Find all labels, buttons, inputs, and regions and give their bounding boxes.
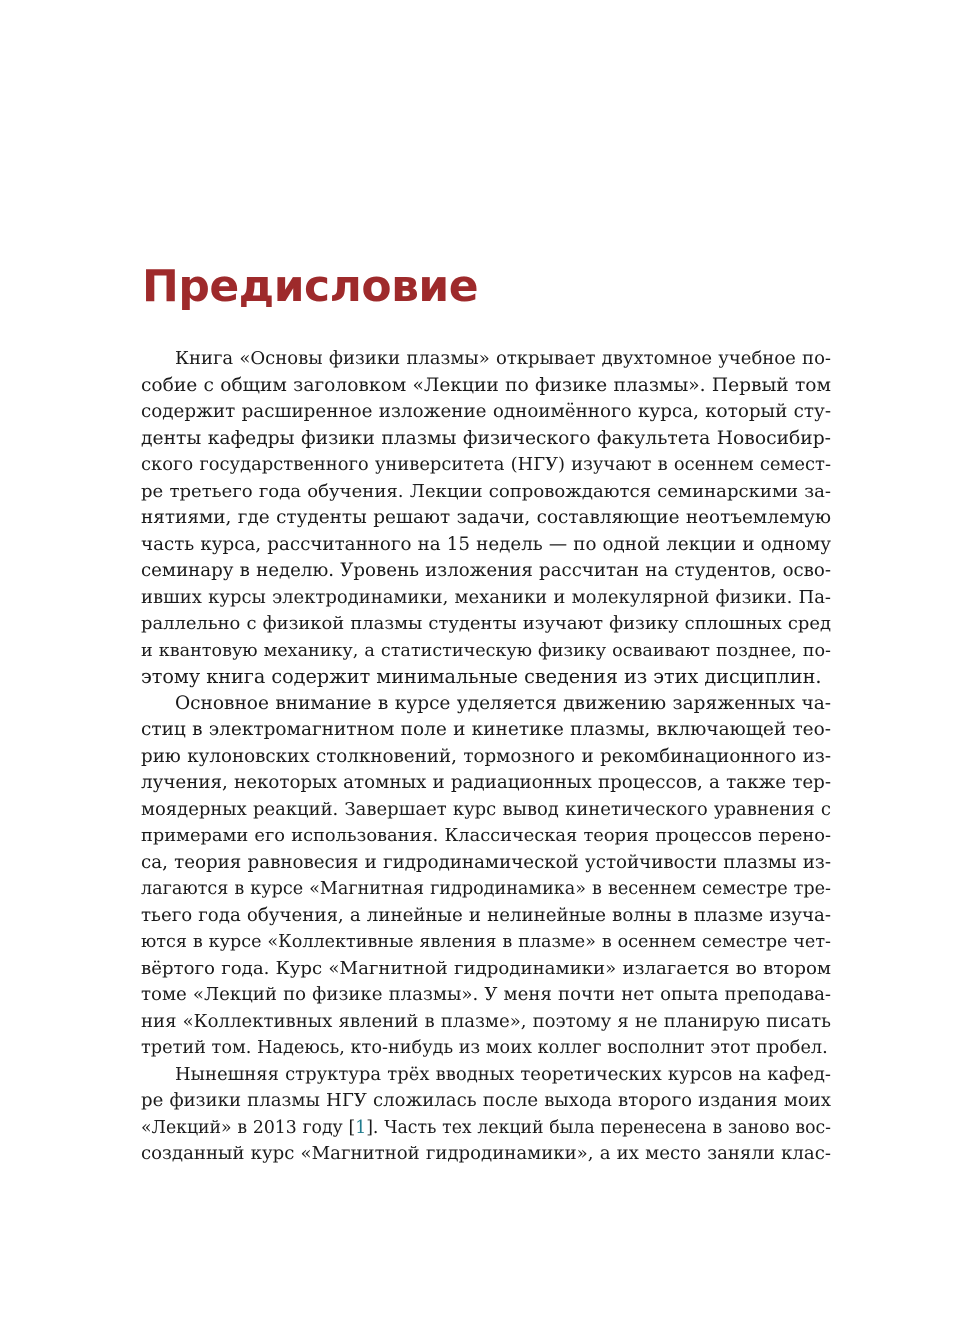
text-line: ре третьего года обучения. Лекции сопровождаются семинарскими за- [141, 480, 831, 502]
text-line: томе «Лекций по физике плазмы». У меня почти нет опыта преподава- [141, 984, 831, 1005]
text-line: Нынешняя структура трёх вводных теоретических курсов на кафед- [175, 1063, 831, 1085]
text-line: содержит расширенное изложение одноимённого курса, который сту- [141, 401, 831, 422]
text-line: примерами его использования. Классическая теория процессов перено- [141, 825, 831, 846]
text-line: тьего года обучения, а линейные и нелинейные волны в плазме изуча- [141, 904, 831, 926]
text-line: лагаются в курсе «Магнитная гидродинамика» в весеннем семестре тре- [141, 879, 831, 899]
text-line: стиц в электромагнитном поле и кинетике плазмы, включающей тео- [141, 719, 831, 740]
page-title: Предисловие [142, 261, 479, 312]
text-line: семинару в неделю. Уровень изложения рассчитан на студентов, осво- [141, 560, 831, 581]
text-line: собие с общим заголовком «Лекции по физике плазмы». Первый том [141, 374, 831, 396]
text-line: лучения, некоторых атомных и радиационных процессов, а также тер- [141, 772, 831, 793]
text-line: моядерных реакций. Завершает курс вывод кинетического уравнения с [141, 798, 831, 820]
text-line-with-reference [141, 1115, 831, 1142]
text-line: раллельно с физикой плазмы студенты изучают физику сплошных сред [141, 613, 831, 634]
citation-link[interactable]: 1 [355, 1117, 367, 1138]
text-line: денты кафедры физики плазмы физического факультета Новосибир- [141, 427, 831, 449]
text-line: ского государственного университета (НГУ) изучают в осеннем семест- [141, 454, 831, 475]
text-line: вёртого года. Курс «Магнитной гидродинамики» излагается во втором [141, 957, 831, 979]
text-line: ре физики плазмы НГУ сложилась после выхода второго издания моих [141, 1090, 831, 1111]
text-line: нятиями, где студенты решают задачи, составляющие неотъемлемую [141, 507, 831, 528]
text-line: часть курса, рассчитанного на 15 недель — по одной лекции и одному [141, 533, 831, 555]
text-line: третий том. Надеюсь, кто-нибудь из моих коллег восполнит этот пробел. [141, 1038, 828, 1058]
text-fragment: ]. Часть тех лекций была перенесена в заново вос- [366, 1117, 831, 1138]
text-line: Основное внимание в курсе уделяется движению заряженных ча- [175, 692, 831, 714]
text-line: ются в курсе «Коллективные явления в плазме» в осеннем семестре чет- [141, 932, 831, 952]
text-line: созданный курс «Магнитной гидродинамики», а их место заняли клас- [141, 1143, 831, 1164]
preface-text [141, 346, 831, 1168]
text-line: этому книга содержит минимальные сведения из этих дисциплин. [141, 665, 822, 688]
text-line: Книга «Основы физики плазмы» открывает двухтомное учебное по- [175, 348, 831, 369]
text-line: ния «Коллективных явлений в плазме», поэтому я не планирую писать [141, 1010, 831, 1032]
text-line: рию кулоновских столкновений, тормозного и рекомбинационного из- [141, 745, 831, 767]
text-line: са, теория равновесия и гидродинамической устойчивости плазмы из- [141, 851, 831, 873]
text-line: ивших курсы электродинамики, механики и молекулярной физики. Па- [141, 586, 831, 608]
text-line: и квантовую механику, а статистическую физику осваивают позднее, по- [141, 640, 831, 661]
text-fragment: «Лекций» в 2013 году [ [141, 1117, 356, 1138]
